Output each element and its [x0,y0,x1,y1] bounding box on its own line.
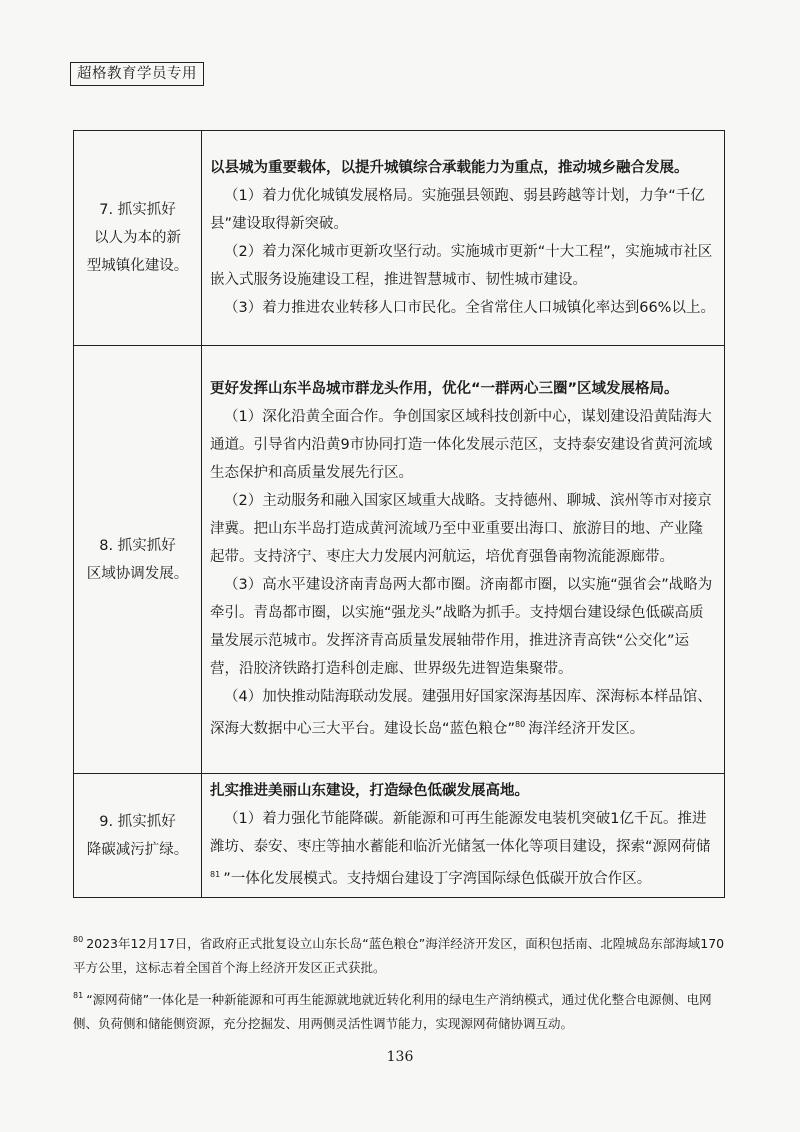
footnotes [73,928,725,1040]
row-item-text: （4）加快推动陆海联动发展。建强用好国家深海基因库、深海标本样品馆、深海大数据中心三大平台。建设长岛“蓝色粮仓” [210,689,712,737]
row-item-text: 海洋经济开发区。 [528,721,645,737]
row-label-line: 以人为本的新 [94,230,181,246]
row-label-line: 8. 抓实抓好 [99,537,176,554]
footnote-ref: 80 [515,720,526,729]
footnote-number: 81 [73,991,84,1000]
row-item: （3）着力推进农业转移人口市民化。全省常住人口城镇化率达到66%以上。 [224,299,715,316]
table-row [74,131,725,346]
content-table [73,130,725,898]
row-item [210,805,716,893]
row-label-line: 降碳减污扩绿。 [86,841,189,858]
row-label-line: 9. 抓实抓好 [99,813,176,830]
footnote-text: 2023年12月17日，省政府正式批复设立山东长岛“蓝色粮仓”海洋经济开发区，面积包括南、北隍城岛东部海域170平方公里，这标志着全国首个海上经济开发区正式获批。 [73,936,725,975]
row-content [202,774,725,898]
row-item: （1）着力优化城镇发展格局。实施强县领跑、弱县跨越等计划，力争“千亿县”建设取得新突破。 [210,187,705,232]
row-label [74,774,202,898]
footnote-number: 80 [73,935,84,944]
table-row [74,346,725,774]
row-item: （2）着力深化城市更新攻坚行动。实施城市更新“十大工程”，实施城市社区嵌入式服务设施建设工程，推进智慧城市、韧性城市建设。 [210,243,713,288]
row-label-line: 型城镇化建设。 [86,258,189,274]
row-item-text: （1）着力强化节能降碳。新能源和可再生能源发电装机突破1亿千瓦。推进潍坊、泰安、枣庄等抽水蓄能和临沂光储氢一体化等项目建设，探索“源网荷储 [210,811,711,855]
row-label-line: 7. 抓实抓好 [99,202,176,218]
table-row [74,774,725,898]
row-item: （2）主动服务和融入国家区域重大战略。支持德州、聊城、滨州等市对接京津冀。把山东半岛打造成黄河流域乃至中亚重要出海口、旅游目的地、产业隆起带。支持济宁、枣庄大力发展内河航运，培优育强鲁南物流能源廊带。 [210,493,712,565]
row-label-line: 区域协调发展。 [86,565,189,582]
footnote-ref: 81 [210,870,221,879]
row-item: （3）高水平建设济南青岛两大都市圈。济南都市圈，以实施“强省会”战略为牵引。青岛都市圈，以实施“强龙头”战略为抓手。支持烟台建设绿色低碳高质量发展示范城市。发挥济青高质量发展轴带作用，推进济青高铁“公交化”运营，沿胶济铁路打造科创走廊、世界级先进智造集聚带。 [210,577,713,677]
header-label: 超格教育学员专用 [70,62,204,86]
footnote-text: “源网荷储”一体化是一种新能源和可再生能源就地就近转化利用的绿电生产消纳模式，通过优化整合电源侧、电网侧、负荷侧和储能侧资源，充分挖掘发、用两侧灵活性调节能力，实现源网荷储协调互动。 [73,992,712,1031]
row-lead: 以县城为重要载体，以提升城镇综合承载能力为重点，推动城乡融合发展。 [210,159,689,176]
row-content [202,131,725,346]
page-number: 136 [386,1049,414,1065]
footnote [73,928,725,980]
row-lead: 扎实推进美丽山东建设，打造绿色低碳发展高地。 [210,783,529,799]
row-item: （1）深化沿黄全面合作。争创国家区域科技创新中心，谋划建设沿黄陆海大通道。引导省内沿黄9市协同打造一体化发展示范区，支持泰安建设省黄河流域生态保护和高质量发展先行区。 [210,409,713,481]
row-item-text: ”一体化发展模式。支持烟台建设丁字湾国际绿色低碳开放合作区。 [223,871,652,887]
row-lead: 更好发挥山东半岛城市群龙头作用，优化“一群两心三圈”区域发展格局。 [210,381,679,397]
row-content [202,346,725,774]
row-label [74,346,202,774]
row-item [210,683,716,743]
footnote [73,984,725,1036]
row-label [74,131,202,346]
